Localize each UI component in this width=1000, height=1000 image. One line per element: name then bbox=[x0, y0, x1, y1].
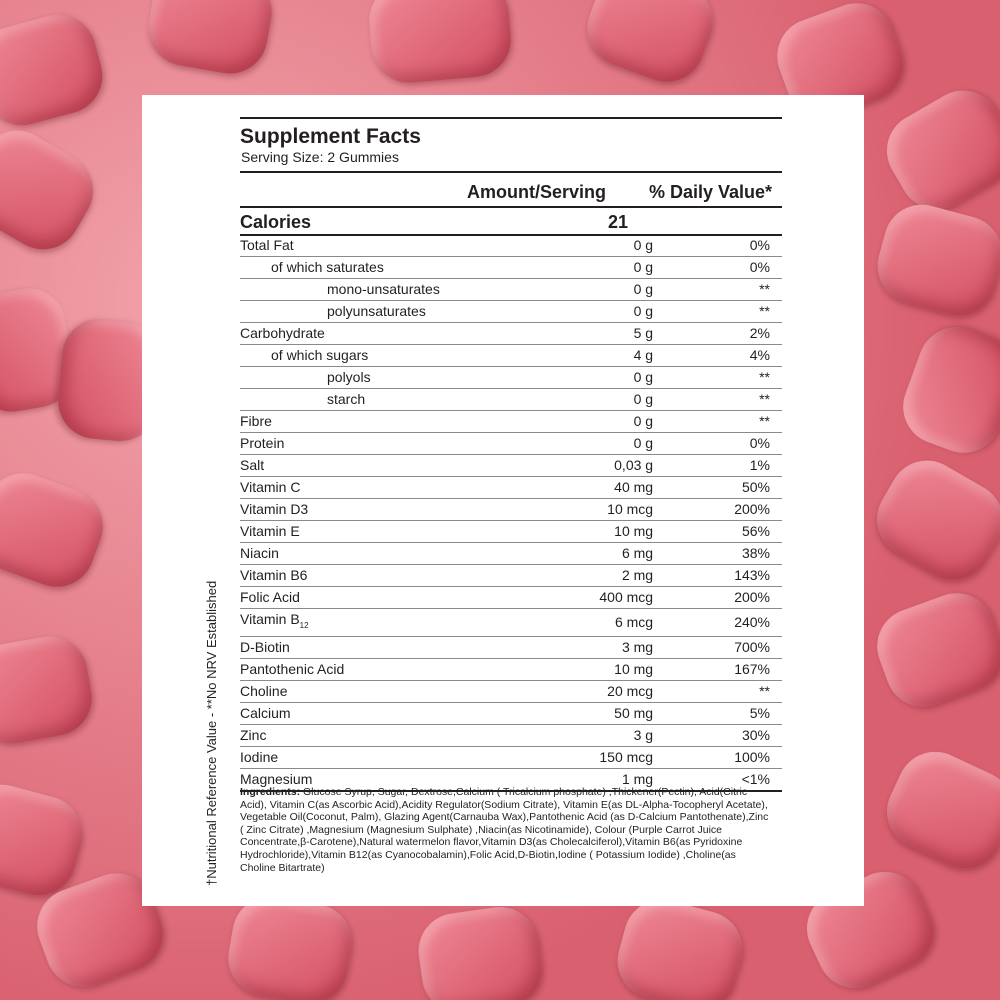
daily-value-column-header: % Daily Value* bbox=[649, 182, 773, 202]
nutrient-daily-value: <1% bbox=[653, 768, 782, 791]
nutrient-name: polyols bbox=[240, 367, 595, 389]
table-row bbox=[240, 702, 782, 724]
table-row bbox=[240, 433, 782, 455]
nutrient-name: Magnesium bbox=[240, 768, 595, 791]
nutrient-daily-value: 38% bbox=[653, 543, 782, 565]
top-rule bbox=[240, 117, 782, 119]
nutrient-name: of which saturates bbox=[240, 257, 595, 279]
nutrient-daily-value: 0% bbox=[653, 433, 782, 455]
calories-value: 21 bbox=[607, 212, 628, 232]
nutrient-name: Choline bbox=[240, 680, 595, 702]
nutrient-daily-value: ** bbox=[653, 411, 782, 433]
ingredients-label: Ingredients: bbox=[240, 786, 301, 798]
ingredients bbox=[240, 786, 770, 874]
nutrient-amount: 6 mcg bbox=[595, 609, 653, 637]
nutrient-amount: 10 mcg bbox=[595, 499, 653, 521]
nutrient-daily-value: 50% bbox=[653, 477, 782, 499]
table-row bbox=[240, 565, 782, 587]
nutrient-amount: 0 g bbox=[595, 367, 653, 389]
nutrient-amount: 20 mcg bbox=[595, 680, 653, 702]
table-row bbox=[240, 724, 782, 746]
nutrient-amount: 10 mg bbox=[595, 521, 653, 543]
panel-title: Supplement Facts bbox=[240, 125, 421, 148]
table-row bbox=[240, 499, 782, 521]
table-row bbox=[240, 587, 782, 609]
nutrient-name: Carbohydrate bbox=[240, 323, 595, 345]
table-row bbox=[240, 477, 782, 499]
nutrient-daily-value: 0% bbox=[653, 235, 782, 257]
nutrient-name: Zinc bbox=[240, 724, 595, 746]
table-row bbox=[240, 680, 782, 702]
nutrient-daily-value: 30% bbox=[653, 724, 782, 746]
nutrient-name: Calcium bbox=[240, 702, 595, 724]
table-row bbox=[240, 367, 782, 389]
table-row bbox=[240, 389, 782, 411]
nutrient-name: Total Fat bbox=[240, 235, 595, 257]
nutrient-daily-value: 5% bbox=[653, 702, 782, 724]
table-row bbox=[240, 301, 782, 323]
nutrient-daily-value: ** bbox=[653, 680, 782, 702]
nutrient-amount: 0 g bbox=[595, 433, 653, 455]
nutrient-amount: 3 g bbox=[595, 724, 653, 746]
nutrient-amount: 0 g bbox=[595, 279, 653, 301]
nutrient-name: Iodine bbox=[240, 746, 595, 768]
nutrient-amount: 0,03 g bbox=[595, 455, 653, 477]
nutrient-amount: 4 g bbox=[595, 345, 653, 367]
nutrient-amount: 50 mg bbox=[595, 702, 653, 724]
nutrient-amount: 2 mg bbox=[595, 565, 653, 587]
nutrient-daily-value: 1% bbox=[653, 455, 782, 477]
nutrient-daily-value: 200% bbox=[653, 587, 782, 609]
nrv-footnote: †Nutritional Reference Value - **No NRV Established bbox=[204, 580, 219, 886]
nutrient-name: of which sugars bbox=[240, 345, 595, 367]
nutrient-daily-value: ** bbox=[653, 389, 782, 411]
nutrient-daily-value: 56% bbox=[653, 521, 782, 543]
ingredients-text: Glucose Syrup, Sugar, Dextrose,Calcium ( Tricalcium phosphate) ,Thickener(Pectin), Acid(Citric Acid), Vitamin C(as Ascorbic Acid),Acidity Regulator(Sodium Citrate), Vitamin E(as DL-Alpha-Tocopheryl Acetate), Vegetable Oil(Coconut, Palm), Glazing Agent(Carnauba Wax),Pantothenic Acid (as D-Calcium Pantothenate),Zinc ( Zinc Citrate) ,Magnesium (Magnesium Sulphate) ,Niacin(as Nicotinamide), Colour (Purple Carrot Juice Concentrate,β-Carotene),Natural watermelon flavor,Vitamin D3(as Cholecalciferol),Vitamin B6(as Pyridoxine Hydrochloride),Vitamin B12(as Cyanocobalamin),Folic Acid,D-Biotin,Iodine ( Potassium Iodide) ,Choline(as Choline Bitartrate) bbox=[240, 786, 769, 874]
nutrient-daily-value: ** bbox=[653, 279, 782, 301]
nutrient-amount: 1 mg bbox=[595, 768, 653, 791]
nutrient-name: Niacin bbox=[240, 543, 595, 565]
nutrient-daily-value: 200% bbox=[653, 499, 782, 521]
table-row bbox=[240, 345, 782, 367]
nutrient-name: Fibre bbox=[240, 411, 595, 433]
nutrient-name: Protein bbox=[240, 433, 595, 455]
nutrient-name: Pantothenic Acid bbox=[240, 658, 595, 680]
nutrient-daily-value: 700% bbox=[653, 636, 782, 658]
nutrient-amount: 5 g bbox=[595, 323, 653, 345]
table-row bbox=[240, 746, 782, 768]
nutrient-name: D-Biotin bbox=[240, 636, 595, 658]
calories-label: Calories bbox=[240, 212, 312, 232]
nutrient-amount: 0 g bbox=[595, 257, 653, 279]
nutrient-amount: 0 g bbox=[595, 411, 653, 433]
nutrient-amount: 400 mcg bbox=[595, 587, 653, 609]
nutrient-name: Vitamin E bbox=[240, 521, 595, 543]
table-row bbox=[240, 658, 782, 680]
nutrient-table bbox=[240, 235, 782, 792]
nutrient-daily-value: 143% bbox=[653, 565, 782, 587]
nutrient-subscript: 12 bbox=[299, 620, 309, 630]
nutrient-daily-value: 240% bbox=[653, 609, 782, 637]
amount-column-header: Amount/Serving bbox=[467, 182, 607, 202]
nutrient-amount: 10 mg bbox=[595, 658, 653, 680]
table-row bbox=[240, 411, 782, 433]
nutrient-amount: 0 g bbox=[595, 389, 653, 411]
nutrient-amount: 0 g bbox=[595, 301, 653, 323]
table-row bbox=[240, 257, 782, 279]
header-rule bbox=[240, 171, 782, 173]
nutrient-amount: 3 mg bbox=[595, 636, 653, 658]
nutrient-name: polyunsaturates bbox=[240, 301, 595, 323]
table-row bbox=[240, 609, 782, 637]
nutrient-amount: 0 g bbox=[595, 235, 653, 257]
table-row bbox=[240, 543, 782, 565]
nutrient-name: Vitamin C bbox=[240, 477, 595, 499]
nutrient-amount: 6 mg bbox=[595, 543, 653, 565]
nutrient-name: Vitamin $B_{12}$ bbox=[240, 609, 595, 637]
table-row bbox=[240, 636, 782, 658]
nutrient-amount: 40 mg bbox=[595, 477, 653, 499]
nutrient-daily-value: 100% bbox=[653, 746, 782, 768]
nutrient-daily-value: 2% bbox=[653, 323, 782, 345]
nutrient-name: Salt bbox=[240, 455, 595, 477]
nutrient-daily-value: 0% bbox=[653, 257, 782, 279]
nutrient-daily-value: ** bbox=[653, 367, 782, 389]
nutrient-amount: 150 mcg bbox=[595, 746, 653, 768]
nutrient-name: starch bbox=[240, 389, 595, 411]
column-header-rule bbox=[240, 206, 782, 208]
nutrient-name: Folic Acid bbox=[240, 587, 595, 609]
table-row bbox=[240, 323, 782, 345]
table-row bbox=[240, 455, 782, 477]
serving-size: Serving Size: 2 Gummies bbox=[241, 149, 399, 165]
table-row bbox=[240, 235, 782, 257]
nutrient-name: mono-unsaturates bbox=[240, 279, 595, 301]
nutrient-name: Vitamin D3 bbox=[240, 499, 595, 521]
nutrient-name: Vitamin B6 bbox=[240, 565, 595, 587]
nutrient-daily-value: ** bbox=[653, 301, 782, 323]
table-row bbox=[240, 521, 782, 543]
nutrient-daily-value: 4% bbox=[653, 345, 782, 367]
table-row bbox=[240, 279, 782, 301]
nutrient-daily-value: 167% bbox=[653, 658, 782, 680]
